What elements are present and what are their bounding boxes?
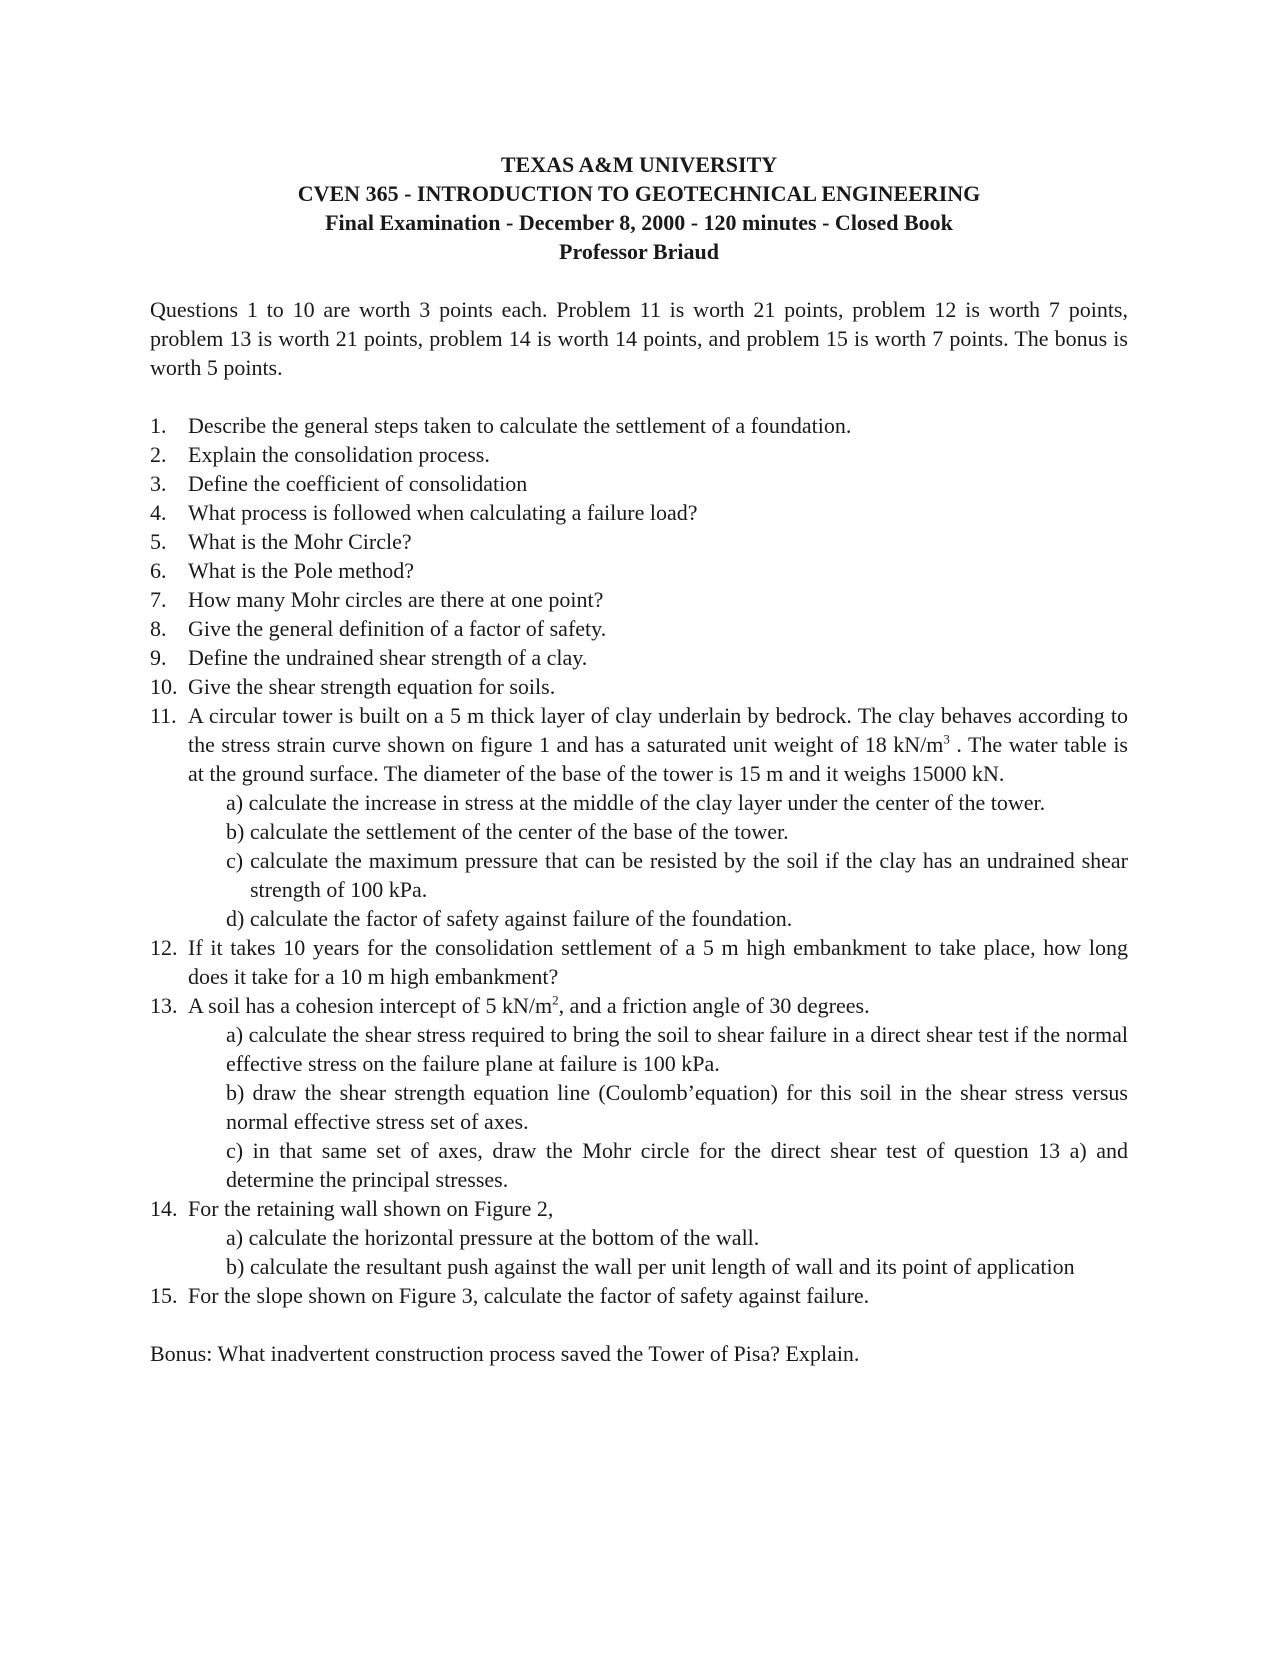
exam-info: Final Examination - December 8, 2000 - 120 minutes - Closed Book — [325, 210, 953, 235]
exam-header — [150, 150, 1128, 266]
question-number: 12. — [150, 935, 178, 960]
question-text: A soil has a cohesion intercept of 5 kN/m — [188, 993, 553, 1018]
question-text: How many Mohr circles are there at one point? — [188, 587, 604, 612]
question-number: 2. — [150, 442, 167, 467]
question-item — [150, 672, 1128, 701]
question-text: Define the coefficient of consolidation — [188, 471, 528, 496]
subpart-item: c) in that same set of axes, draw the Mohr circle for the direct shear test of question 13 a) and determine the principal stresses. — [226, 1138, 1128, 1192]
question-text: Explain the consolidation process. — [188, 442, 490, 467]
question-number: 10. — [150, 674, 178, 699]
intro-paragraph: Questions 1 to 10 are worth 3 points each. Problem 11 is worth 21 points, problem 12 is worth 7 points, problem 13 is worth 21 points, problem 14 is worth 14 points, and problem 15 is worth 7 points. The bonus is worth 5 points. — [150, 297, 1128, 380]
question-text: For the slope shown on Figure 3, calculate the factor of safety against failure. — [188, 1283, 870, 1308]
question-item — [150, 527, 1128, 556]
question-number: 11. — [150, 703, 177, 728]
university-name: TEXAS A&M UNIVERSITY — [500, 152, 778, 177]
question-number: 14. — [150, 1196, 178, 1221]
question-item — [150, 643, 1128, 672]
question-number: 1. — [150, 413, 167, 438]
question-number: 7. — [150, 587, 167, 612]
subpart-item: d) calculate the factor of safety against failure of the foundation. — [226, 906, 793, 931]
question-number: 9. — [150, 645, 167, 670]
question-text: What process is followed when calculating a failure load? — [188, 500, 698, 525]
question-item — [150, 585, 1128, 614]
exam-page — [150, 150, 1128, 1390]
subpart-item: b) calculate the resultant push against the wall per unit length of wall and its point of application — [226, 1254, 1075, 1279]
question-text: For the retaining wall shown on Figure 2, — [188, 1196, 554, 1221]
question-list — [150, 411, 1128, 1310]
question-item — [150, 614, 1128, 643]
question-text: Define the undrained shear strength of a clay. — [188, 645, 588, 670]
question-item — [150, 411, 1128, 440]
question-text-cont: . The water table is at the ground surface. The diameter of the base of the tower is 15 m and it weighs 15000 kN. — [188, 732, 1128, 786]
subpart-item: a) calculate the horizontal pressure at the bottom of the wall. — [226, 1225, 760, 1250]
subpart-item: a) calculate the increase in stress at the middle of the clay layer under the center of the tower. — [226, 790, 1046, 815]
question-number: 4. — [150, 500, 167, 525]
question-item — [150, 469, 1128, 498]
subpart-item: a) calculate the shear stress required to bring the soil to shear failure in a direct shear test if the normal effective stress on the failure plane at failure is 100 kPa. — [226, 1022, 1128, 1076]
subpart-item: b) draw the shear strength equation line (Coulomb’equation) for this soil in the shear stress versus normal effective stress set of axes. — [226, 1080, 1128, 1134]
question-text: A circular tower is built on a 5 m thick layer of clay underlain by bedrock. The clay behaves according to the stress strain curve shown on figure 1 and has a saturated unit weight of 18 kN/m — [188, 703, 1128, 757]
question-number: 3. — [150, 471, 167, 496]
bonus-question: Bonus: What inadvertent construction process saved the Tower of Pisa? Explain. — [150, 1341, 860, 1366]
question-number: 8. — [150, 616, 167, 641]
question-text: What is the Mohr Circle? — [188, 529, 412, 554]
question-text: Describe the general steps taken to calculate the settlement of a foundation. — [188, 413, 852, 438]
question-item — [150, 701, 1128, 933]
question-number: 15. — [150, 1283, 178, 1308]
question-item — [150, 498, 1128, 527]
subpart-item: c) calculate the maximum pressure that can be resisted by the soil if the clay has an undrained shear strength of 100 kPa. — [226, 848, 1128, 902]
subpart-item: b) calculate the settlement of the center of the base of the tower. — [226, 819, 789, 844]
question-text-cont: , and a friction angle of 30 degrees. — [558, 993, 870, 1018]
question-item — [150, 933, 1128, 991]
subpart-list — [188, 1020, 1128, 1194]
superscript: 3 — [943, 731, 950, 747]
question-item — [150, 440, 1128, 469]
question-item — [150, 991, 1128, 1194]
professor-name: Professor Briaud — [559, 239, 719, 264]
superscript: 2 — [552, 992, 559, 1008]
subpart-list — [188, 788, 1128, 933]
question-text: If it takes 10 years for the consolidation settlement of a 5 m high embankment to take place, how long does it take for a 10 m high embankment? — [188, 935, 1128, 989]
question-number: 6. — [150, 558, 167, 583]
course-title: CVEN 365 - INTRODUCTION TO GEOTECHNICAL ENGINEERING — [297, 181, 981, 206]
subpart-list — [188, 1223, 1128, 1281]
question-text: What is the Pole method? — [188, 558, 415, 583]
question-item — [150, 556, 1128, 585]
question-number: 13. — [150, 993, 178, 1018]
question-text: Give the general definition of a factor of safety. — [188, 616, 607, 641]
question-item — [150, 1194, 1128, 1281]
question-item — [150, 1281, 1128, 1310]
question-text: Give the shear strength equation for soils. — [188, 674, 556, 699]
question-number: 5. — [150, 529, 167, 554]
